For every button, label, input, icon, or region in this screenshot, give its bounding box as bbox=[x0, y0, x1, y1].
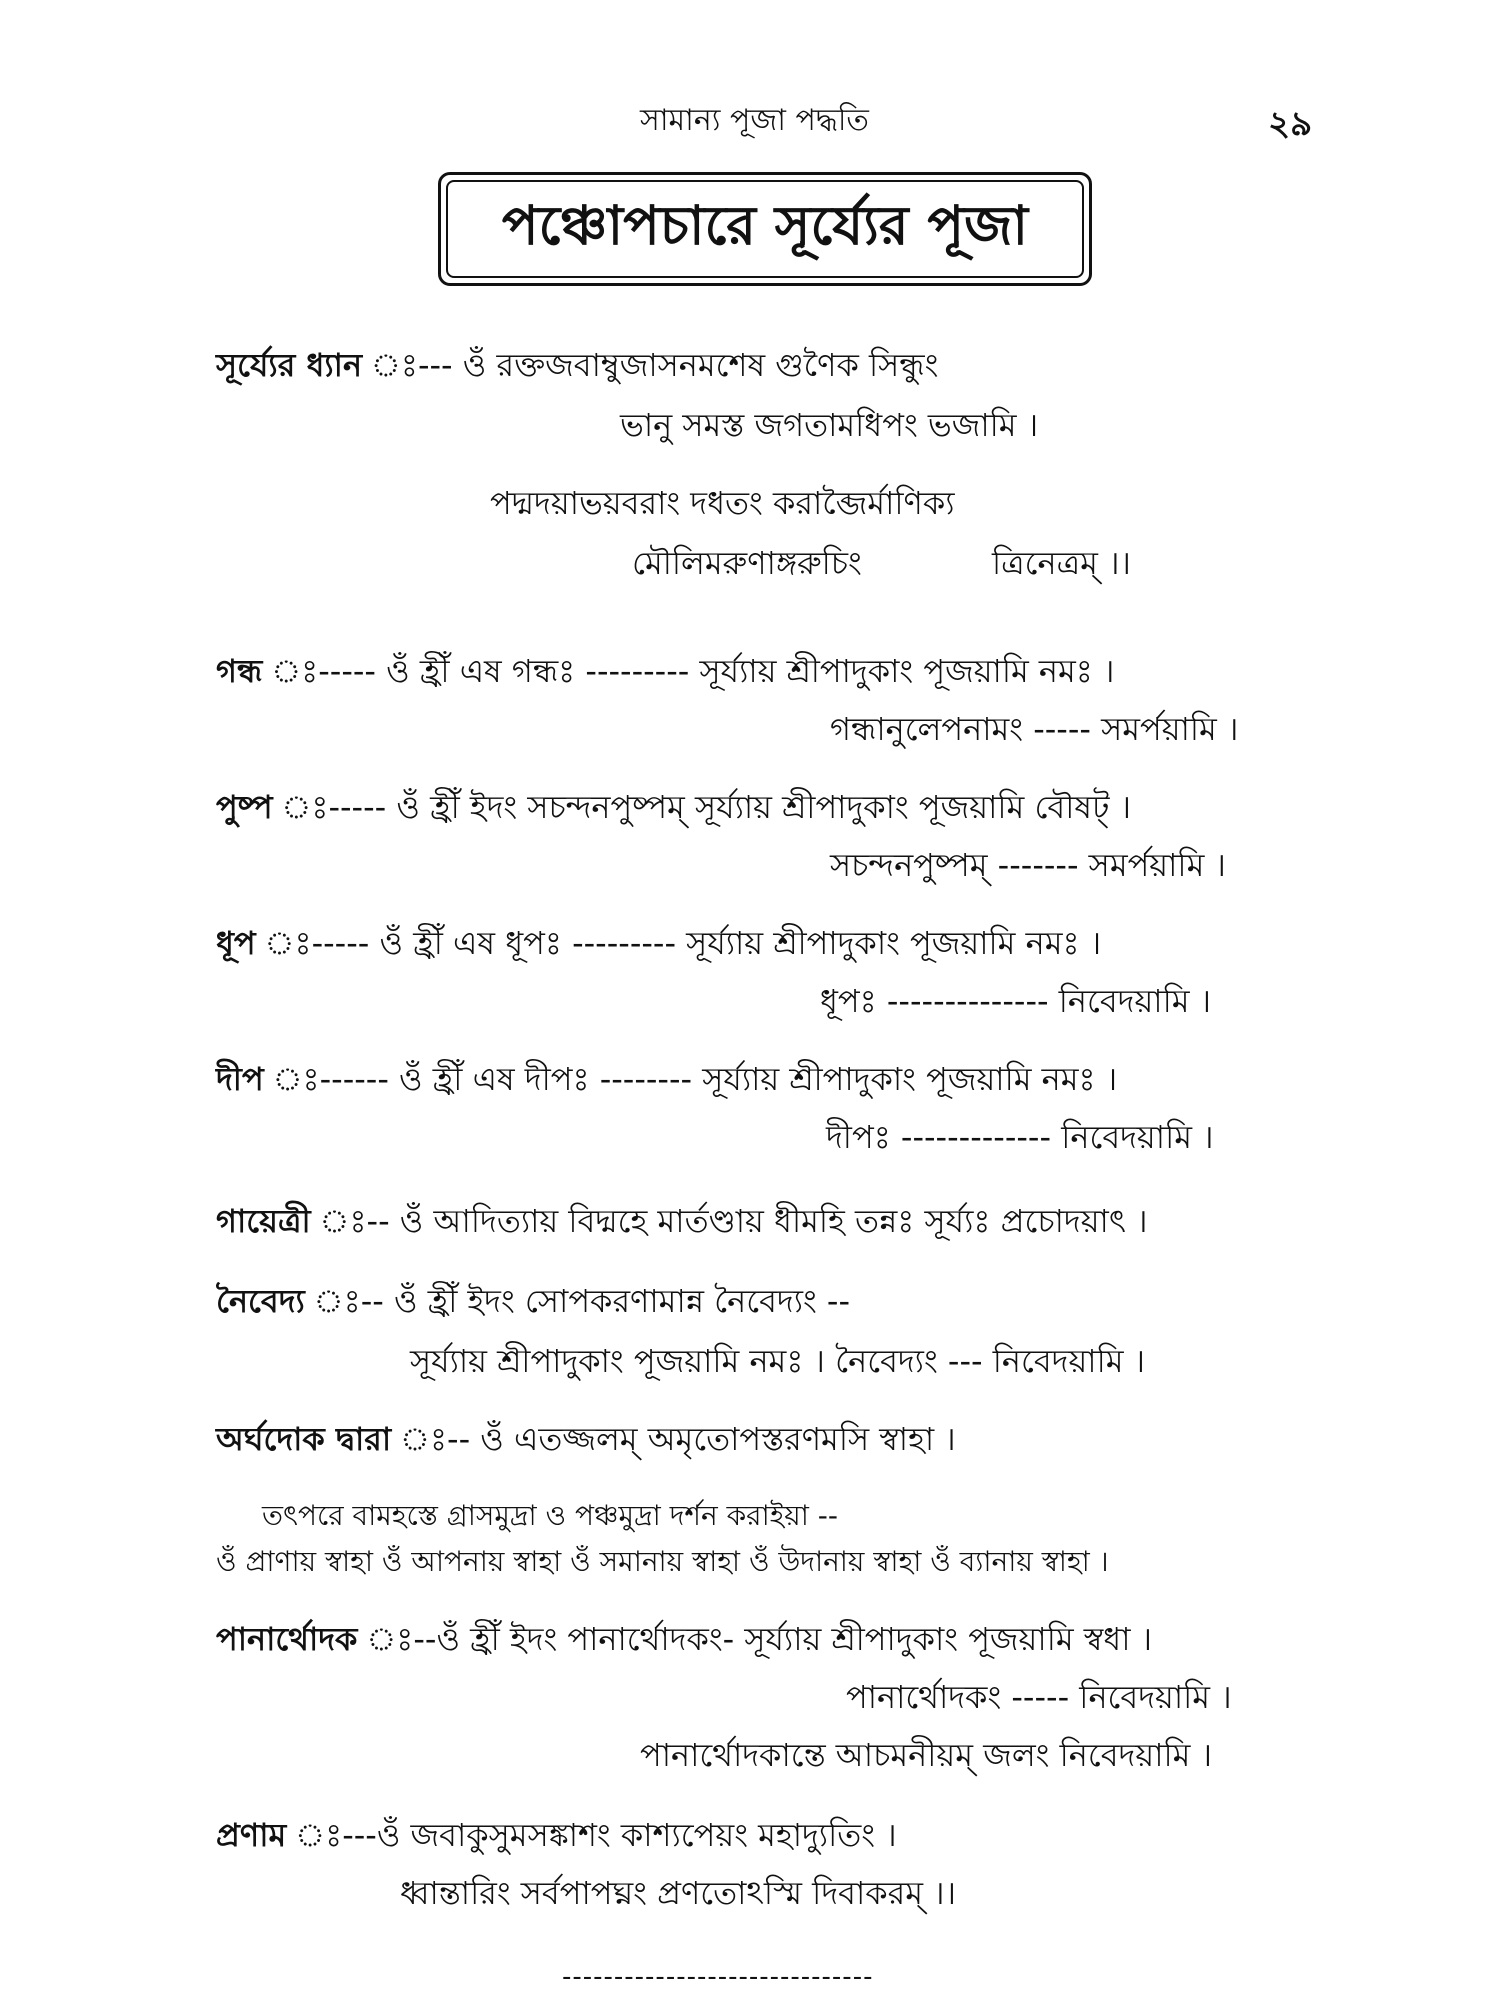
pranam-line-2: ধ্বান্তারিং সর্বপাপঘ্নং প্রণতোঽস্মি দিবাকরম্ ।। bbox=[400, 1874, 957, 1912]
dipa-label: দীপ bbox=[216, 1060, 264, 1098]
dhupa-line-2: ধূপঃ -------------- নিবেদয়ামি । bbox=[820, 982, 1212, 1020]
arghya-text-1: ঃ-- ওঁ এতজ্জলম্ অমৃতোপস্তরণমসি স্বাহা । bbox=[447, 1420, 956, 1458]
footer-rule: ------------------------------ bbox=[562, 1962, 874, 1992]
dhupa-line-1 bbox=[216, 918, 1101, 972]
arghya-line bbox=[216, 1414, 956, 1468]
gayatri-text-1: ঃ-- ওঁ আদিত্যায় বিদ্মহে মার্তণ্ডায় ধীমহি তন্নঃ সূর্য্যঃ প্রচোদয়াৎ । bbox=[366, 1202, 1148, 1240]
dhyan-text-1: ঃ--- ওঁ রক্তজবাম্বুজাসনমশেষ গুণৈক সিন্ধুং bbox=[417, 346, 939, 384]
panarthodak-line-1 bbox=[216, 1614, 1152, 1668]
panarthodak-text-1: ঃ--ওঁ হ্রীঁ ইদং পানার্থোদকং- সূর্য্যায় শ্রীপাদুকাং পূজয়ামি স্বধা । bbox=[413, 1620, 1153, 1658]
naivedya-line-1 bbox=[216, 1276, 850, 1330]
pushpa-line-2: সচন্দনপুষ্পম্ ------- সমর্পয়ামি । bbox=[830, 846, 1226, 884]
dhyan-line-4a: মৌলিমরুণাঙ্গরুচিং bbox=[632, 544, 862, 582]
running-header-title: সামান্য পূজা পদ্ধতি bbox=[640, 103, 869, 138]
page-title: পঞ্চোপচারে সূর্য্যের পূজা bbox=[446, 180, 1084, 278]
mudra-line-2: ওঁ প্রাণায় স্বাহা ওঁ আপনায় স্বাহা ওঁ সমানায় স্বাহা ওঁ উদানায় স্বাহা ওঁ ব্যানায় স্বাহা । bbox=[216, 1545, 1109, 1578]
gandha-line-1 bbox=[216, 646, 1114, 700]
gayatri-label: গায়েত্রী bbox=[216, 1202, 311, 1240]
pushpa-text-1: ঃ----- ওঁ হ্রীঁ ইদং সচন্দনপুষ্পম্ সূর্য্যায় শ্রীপাদুকাং পূজয়ামি বৌষট্ । bbox=[328, 788, 1132, 826]
pranam-text-1: ঃ---ওঁ জবাকুসুমসঙ্কাশং কাশ্যপেয়ং মহাদ্যুতিং । bbox=[342, 1816, 897, 1854]
dhupa-text-1: ঃ----- ওঁ হ্রীঁ এষ ধূপঃ --------- সূর্য্যায় শ্রীপাদুকাং পূজয়ামি নমঃ । bbox=[311, 924, 1102, 962]
dhyan-label: সূর্য্যের ধ্যান bbox=[216, 346, 363, 384]
pranam-label: প্রণাম bbox=[216, 1816, 287, 1854]
title-frame bbox=[438, 172, 1092, 286]
pushpa-label: পুষ্প bbox=[216, 788, 273, 826]
dipa-text-1: ঃ------ ওঁ হ্রীঁ এষ দীপঃ -------- সূর্য্যায় শ্রীপাদুকাং পূজয়ামি নমঃ । bbox=[319, 1060, 1118, 1098]
naivedya-label: নৈবেদ্য bbox=[216, 1282, 305, 1320]
dipa-line-2: দীপঃ ------------- নিবেদয়ামি । bbox=[826, 1118, 1214, 1156]
dhyan-line-2: ভানু সমস্ত জগতামধিপং ভজামি । bbox=[620, 406, 1039, 444]
gandha-label: গন্ধ bbox=[216, 652, 263, 690]
pranam-line-1 bbox=[216, 1810, 897, 1864]
panarthodak-line-2: পানার্থোদকং ----- নিবেদয়ামি । bbox=[846, 1678, 1232, 1716]
naivedya-line-2: সূর্য্যায় শ্রীপাদুকাং পূজয়ামি নমঃ । নৈবেদ্যং --- নিবেদয়ামি । bbox=[410, 1342, 1146, 1380]
dhupa-label: ধূপ bbox=[216, 924, 256, 962]
page-number: ২৯ bbox=[1268, 104, 1313, 144]
gandha-text-1: ঃ----- ওঁ হ্রীঁ এষ গন্ধঃ --------- সূর্য্যায় শ্রীপাদুকাং পূজয়ামি নমঃ । bbox=[318, 652, 1115, 690]
gayatri-line bbox=[216, 1196, 1148, 1250]
dhyan-line-4b: ত্রিনেত্রম্ ।। bbox=[992, 544, 1131, 582]
dhyan-line-3: পদ্মদয়াভয়বরাং দধতং করাব্জৈর্মাণিক্য bbox=[490, 484, 955, 522]
dhyan-line-1 bbox=[216, 340, 938, 394]
gandha-line-2: গন্ধানুলেপনামং ----- সমর্পয়ামি । bbox=[830, 710, 1239, 748]
panarthodak-line-3: পানার্থোদকান্তে আচমনীয়ম্ জলং নিবেদয়ামি । bbox=[640, 1736, 1213, 1774]
naivedya-text-1: ঃ-- ওঁ হ্রীঁ ইদং সোপকরণামান্ন নৈবেদ্যং -- bbox=[360, 1282, 851, 1320]
mudra-line-1: তৎপরে বামহস্তে গ্রাসমুদ্রা ও পঞ্চমুদ্রা দর্শন করাইয়া -- bbox=[262, 1499, 838, 1532]
pushpa-line-1 bbox=[216, 782, 1131, 836]
dipa-line-1 bbox=[216, 1054, 1117, 1108]
arghya-label: অর্ঘদোক দ্বারা bbox=[216, 1420, 392, 1458]
panarthodak-label: পানার্থোদক bbox=[216, 1620, 358, 1658]
